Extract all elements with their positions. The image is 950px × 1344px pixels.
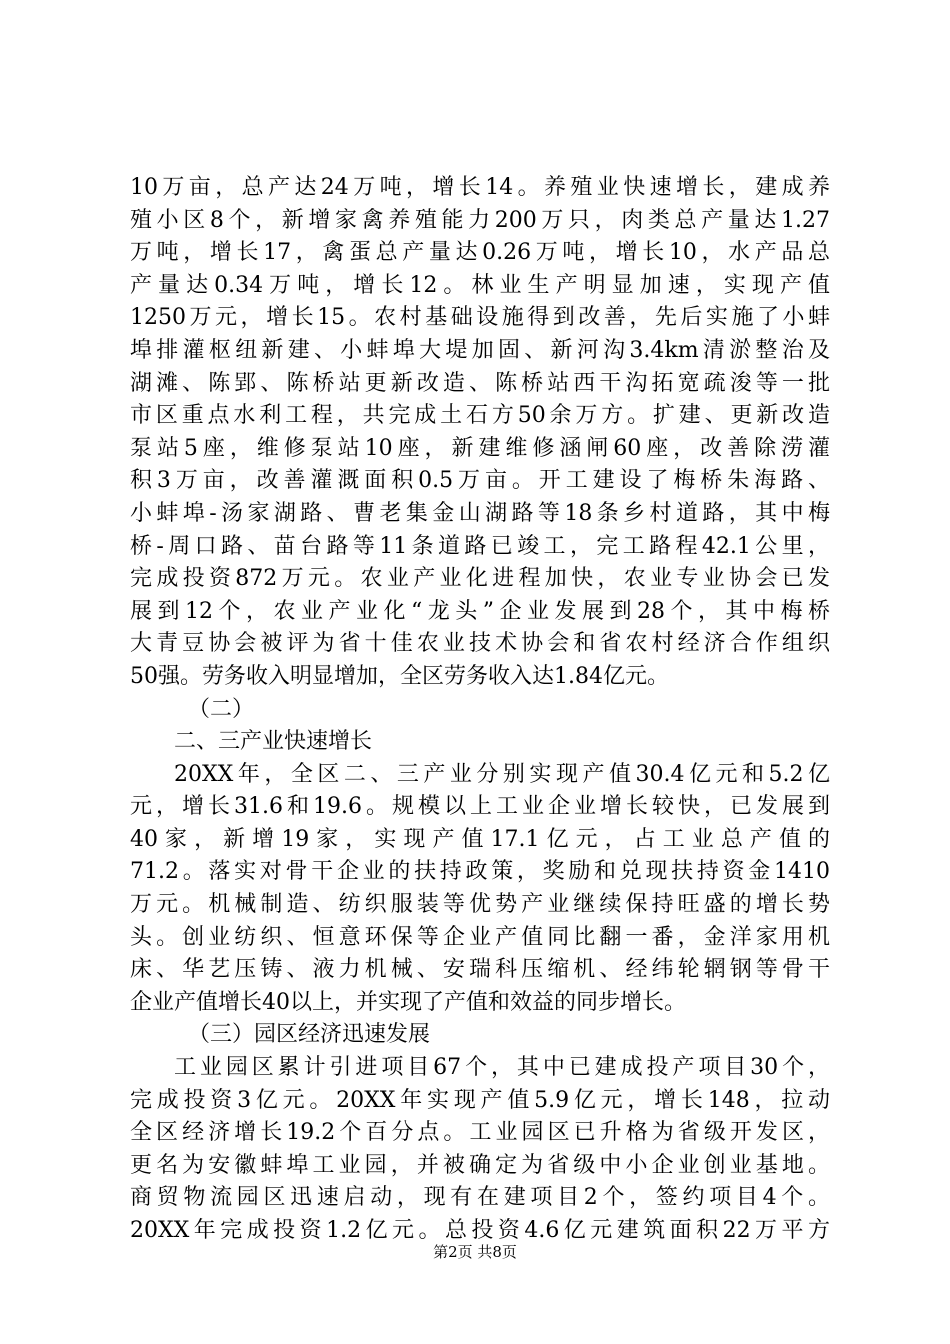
text-line: 积3万亩，改善灌溉面积0.5万亩。开工建设了梅桥朱海路、	[130, 468, 830, 494]
text-line: 10万亩，总产达24万吨，增长14。养殖业快速增长，建成养	[130, 175, 830, 200]
page-footer: 第2页 共8页	[433, 1243, 517, 1261]
text-line: 桥-周口路、苗台路等11条道路已竣工，完工路程42.1公里，	[130, 533, 830, 559]
text-line: 完成投资872万元。农业产业化进程加快，农业专业协会已发	[130, 566, 830, 592]
text-line: 20XX年，全区二、三产业分别实现产值30.4亿元和5.2亿	[174, 761, 830, 787]
text-line: 湖滩、陈郢、陈桥站更新改造、陈桥站西干沟拓宽疏浚等一批	[130, 370, 830, 396]
text-line: 50强。劳务收入明显增加，全区劳务收入达1.84亿元。	[130, 663, 669, 689]
text-line: 埠排灌枢纽新建、小蚌埠大堤加固、新河沟3.4km清淤整治及	[130, 337, 830, 363]
section-heading: （三）园区经济迅速发展	[188, 1022, 431, 1048]
text-line: 企业产值增长40以上，并实现了产值和效益的同步增长。	[130, 989, 686, 1015]
text-line: 展到12个，农业产业化“龙头”企业发展到28个，其中梅桥	[130, 598, 830, 624]
text-line: 71.2。落实对骨干企业的扶持政策，奖励和兑现扶持资金1410	[130, 859, 830, 885]
text-line: 20XX年完成投资1.2亿元。总投资4.6亿元建筑面积22万平方	[130, 1218, 830, 1243]
text-line: 市区重点水利工程，共完成土石方50余万方。扩建、更新改造	[130, 403, 830, 429]
section-heading: （二）	[188, 696, 255, 722]
section-heading: 二、三产业快速增长	[174, 729, 373, 755]
body-text	[130, 172, 830, 1248]
text-line: 40家，新增19家，实现产值17.1亿元，占工业总产值的	[130, 826, 830, 852]
text-line: 殖小区8个，新增家禽养殖能力200万只，肉类总产量达1.27	[130, 207, 830, 233]
text-line: 万吨，增长17，禽蛋总产量达0.26万吨，增长10，水产品总	[130, 240, 830, 266]
text-line: 完成投资3亿元。20XX年实现产值5.9亿元，增长148，拉动	[130, 1087, 830, 1113]
text-line: 产量达0.34万吨，增长12。林业生产明显加速，实现产值	[130, 272, 830, 298]
text-line: 小蚌埠-汤家湖路、曹老集金山湖路等18条乡村道路，其中梅	[130, 500, 830, 526]
text-line: 泵站5座，维修泵站10座，新建维修涵闸60座，改善除涝灌	[130, 435, 830, 461]
text-line: 元，增长31.6和19.6。规模以上工业企业增长较快，已发展到	[130, 794, 830, 820]
text-line: 商贸物流园区迅速启动，现有在建项目2个，签约项目4个。	[130, 1185, 830, 1211]
text-line: 更名为安徽蚌埠工业园，并被确定为省级中小企业创业基地。	[130, 1152, 830, 1178]
text-line: 工业园区累计引进项目67个，其中已建成投产项目30个，	[174, 1055, 830, 1081]
text-line: 1250万元，增长15。农村基础设施得到改善，先后实施了小蚌	[130, 305, 830, 331]
text-line: 头。创业纺织、恒意环保等企业产值同比翻一番，金洋家用机	[130, 924, 830, 950]
text-line: 大青豆协会被评为省十佳农业技术协会和省农村经济合作组织	[130, 631, 830, 657]
text-line: 床、华艺压铸、液力机械、安瑞科压缩机、经纬轮辋钢等骨干	[130, 957, 830, 983]
text-line: 万元。机械制造、纺织服装等优势产业继续保持旺盛的增长势	[130, 892, 830, 918]
text-line: 全区经济增长19.2个百分点。工业园区已升格为省级开发区，	[130, 1120, 830, 1146]
